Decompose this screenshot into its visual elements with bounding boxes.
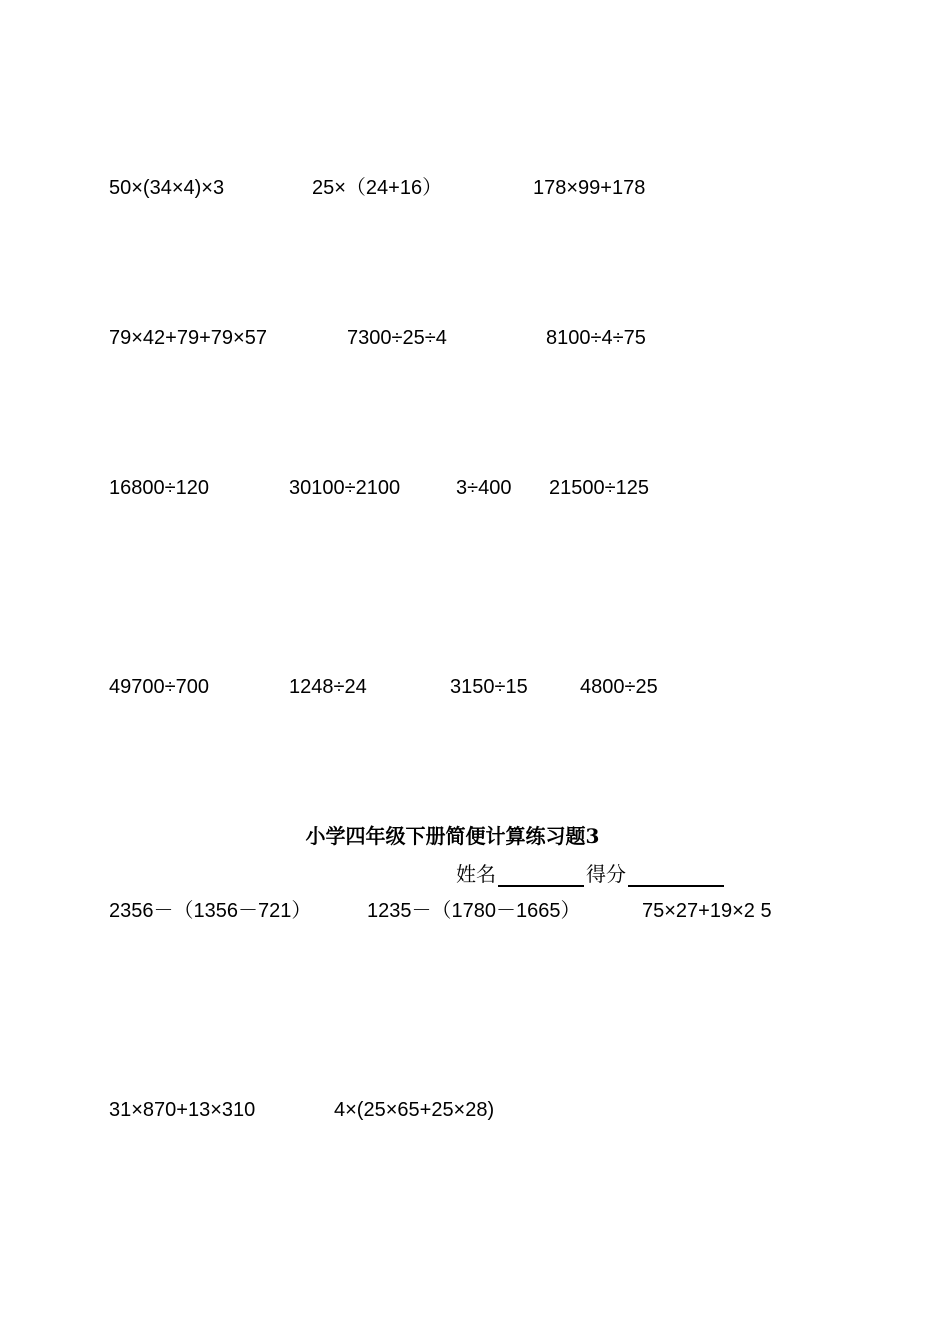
expression: 2356－（1356－721） [109, 900, 312, 922]
expression: 8100÷4÷75 [546, 327, 646, 349]
expression: 50×(34×4)×3 [109, 177, 225, 199]
name-label: 姓名 [456, 862, 496, 886]
expression: 4×(25×65+25×28) [334, 1099, 495, 1121]
expression: 7300÷25÷4 [347, 327, 447, 349]
expression: 49700÷700 [109, 676, 209, 698]
expression: 25×（24+16） [312, 177, 443, 199]
expression: 178×99+178 [533, 177, 646, 199]
expression: 21500÷125 [549, 477, 649, 499]
name-blank[interactable] [498, 863, 584, 887]
expression: 4800÷25 [580, 676, 658, 698]
expression: 16800÷120 [109, 477, 209, 499]
score-blank[interactable] [628, 863, 724, 887]
expression: 1235－（1780－1665） [367, 900, 581, 922]
expression: 30100÷2100 [289, 477, 401, 499]
worksheet-title: 小学四年级下册简便计算练习题3 [305, 824, 600, 848]
expression: 3150÷15 [450, 676, 528, 698]
name-score-line [456, 861, 726, 887]
expression: 75×27+19×2 5 [642, 900, 772, 922]
score-label: 得分 [586, 862, 626, 886]
expression: 79×42+79+79×57 [109, 327, 267, 349]
expression: 1248÷24 [289, 676, 367, 698]
expression: 31×870+13×310 [109, 1099, 256, 1121]
expression: 3÷400 [456, 477, 512, 499]
